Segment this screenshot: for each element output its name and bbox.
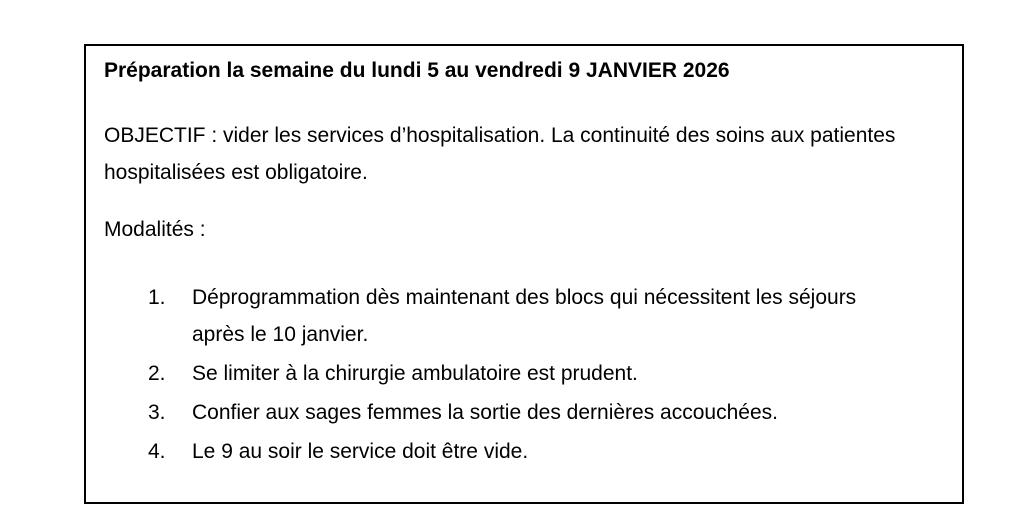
list-item bbox=[148, 433, 888, 470]
objective-paragraph: OBJECTIF : vider les services d’hospitalisation. La continuité des soins aux patientes hospitalisées est obligatoire. bbox=[104, 124, 896, 184]
notice-box bbox=[84, 44, 964, 504]
steps-list bbox=[148, 279, 888, 472]
list-item bbox=[148, 394, 888, 431]
modalites-heading: Modalités : bbox=[104, 218, 206, 241]
list-item-text: Déprogrammation dès maintenant des blocs qui nécessitent les séjours après le 10 janvier. bbox=[192, 286, 857, 346]
list-item bbox=[148, 355, 888, 392]
list-item bbox=[148, 279, 888, 353]
list-item-number: 2. bbox=[148, 362, 166, 385]
list-item-text: Confier aux sages femmes la sortie des dernières accouchées. bbox=[192, 401, 778, 424]
document-title: Préparation la semaine du lundi 5 au vendredi 9 JANVIER 2026 bbox=[104, 59, 730, 82]
list-item-number: 4. bbox=[148, 440, 166, 463]
list-item-number: 3. bbox=[148, 401, 166, 424]
list-item-text: Se limiter à la chirurgie ambulatoire est prudent. bbox=[192, 362, 638, 385]
list-item-number: 1. bbox=[148, 286, 166, 309]
list-item-text: Le 9 au soir le service doit être vide. bbox=[192, 440, 529, 463]
